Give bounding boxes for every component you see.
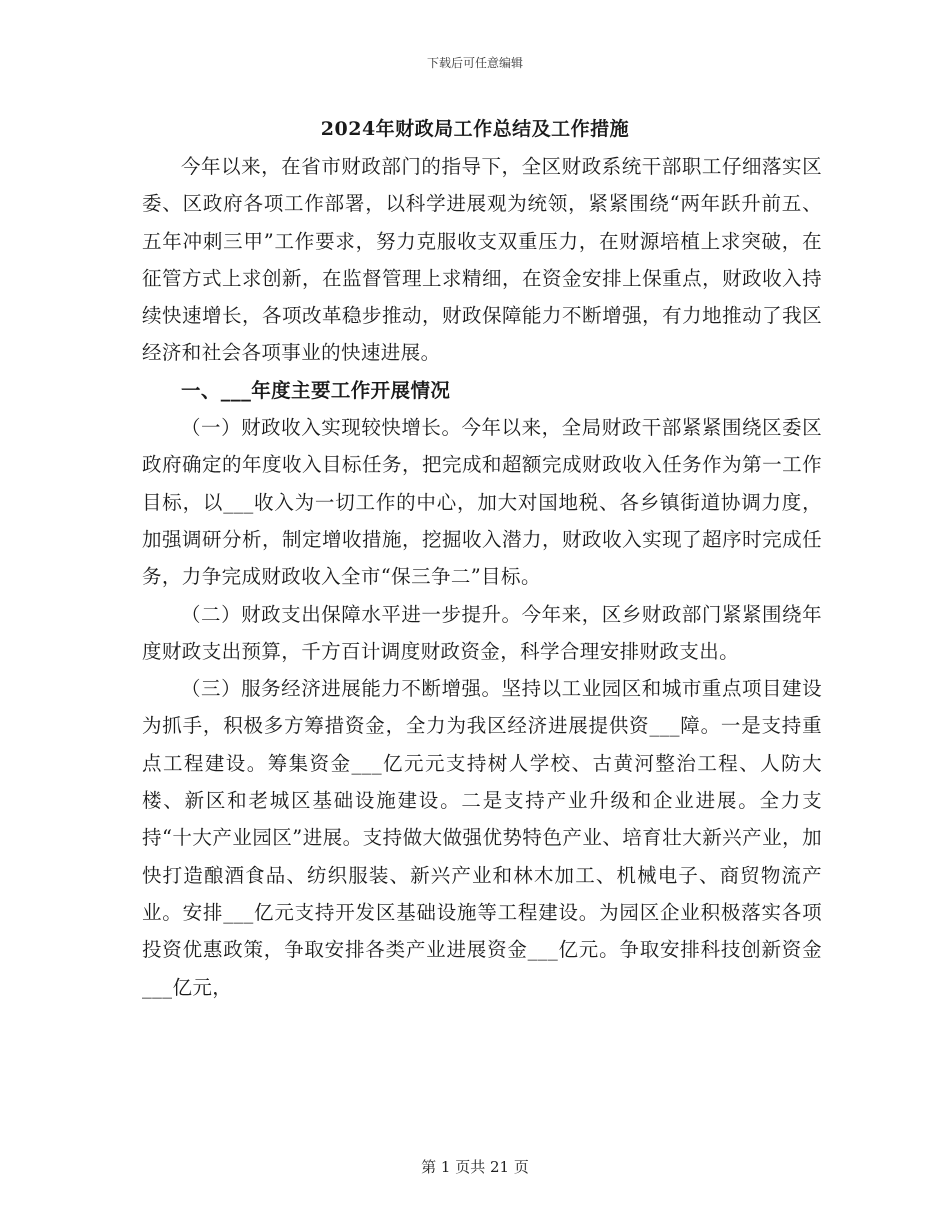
intro-paragraph: 今年以来，在省市财政部门的指导下，全区财政系统干部职工仔细落实区委、区政府各项工作部署，以科学进展观为统领，紧紧围绕“两年跃升前五、五年冲刺三甲”工作要求，努力克服收支双重压力，在财源培植上求突破，在征管方式上求创新，在监督管理上求精细，在资金安排上保重点，财政收入持续快速增长，各项改革稳步推动，财政保障能力不断增强，有力地推动了我区经济和社会各项事业的快速进展。 [142, 155, 822, 365]
document-title: 2024年财政局工作总结及工作措施 [320, 118, 630, 140]
paragraph-revenue: （一）财政收入实现较快增长。今年以来，全局财政干部紧紧围绕区委区政府确定的年度收入目标任务，把完成和超额完成财政收入任务作为第一工作目标，以___收入为一切工作的中心，加大对国地税、各乡镇街道协调力度，加强调研分析，制定增收措施，挖掘收入潜力，财政收入实现了超序时完成任务，力争完成财政收入全市“保三争二”目标。 [142, 416, 822, 589]
document-body [142, 148, 822, 1006]
section-heading: 一、___年度主要工作开展情况 [181, 378, 451, 402]
paragraph-economy: （三）服务经济进展能力不断增强。坚持以工业园区和城市重点项目建设为抓手，积极多方筹措资金，全力为我区经济进展提供资___障。一是支持重点工程建设。筹集资金___亿元元支持树人学校、古黄河整治工程、人防大楼、新区和老城区基础设施建设。二是支持产业升级和企业进展。全力支持“十大产业园区”进展。支持做大做强优势特色产业、培育壮大新兴产业，加快打造酿酒食品、纺织服装、新兴产业和林木加工、机械电子、商贸物流产业。安排___亿元支持开发区基础设施等工程建设。为园区企业积极落实各项投资优惠政策，争取安排各类产业进展资金___亿元。争取安排科技创新资金___亿元， [142, 677, 822, 999]
paragraph-expenditure: （二）财政支出保障水平进一步提升。今年来，区乡财政部门紧紧围绕年度财政支出预算，千方百计调度财政资金，科学合理安排财政支出。 [142, 602, 822, 663]
header-note: 下载后可任意编辑 [426, 56, 523, 70]
page-footer: 第 1 页共 21 页 [421, 1158, 529, 1176]
